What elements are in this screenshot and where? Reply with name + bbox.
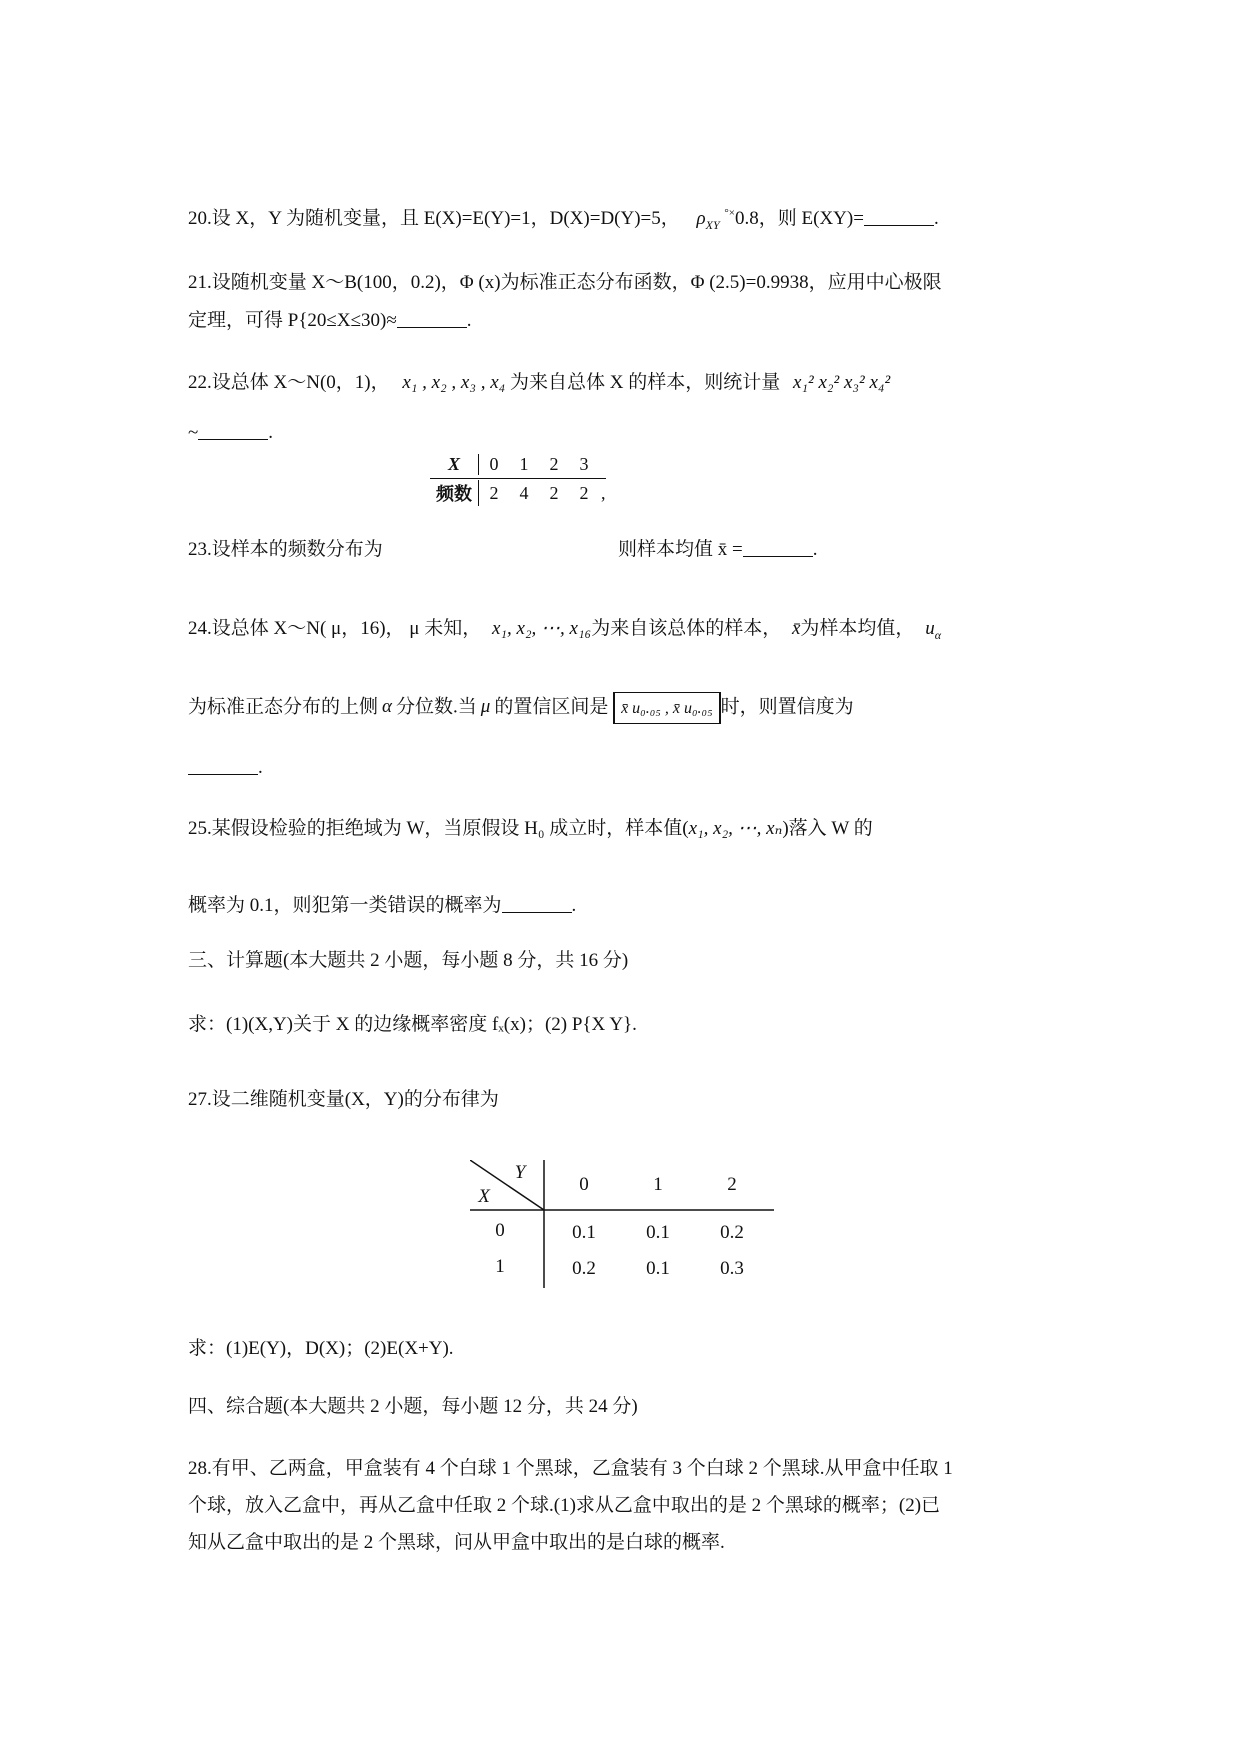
question-22-line2 xyxy=(188,420,273,446)
row-header-x: X xyxy=(478,1186,490,1207)
prob-cell: 0.2 xyxy=(572,1258,596,1279)
q25-samples: x₁, x₂, ⋯, xₙ xyxy=(688,818,783,839)
q24-tail: 为样本均值， xyxy=(800,618,915,639)
freq-header-x: X xyxy=(430,454,479,475)
q24-line2b: 分位数.当 xyxy=(396,696,477,718)
q25-text: 25.某假设检验的拒绝域为 W，当原假设 H₀ 成立时，样本值( xyxy=(188,818,689,839)
freq-value-row xyxy=(430,479,606,507)
prob-cell: 0.3 xyxy=(720,1258,744,1279)
freq-tail: , xyxy=(601,482,606,503)
question-28-line3: 知从乙盒中取出的是 2 个黑球，问从甲盒中取出的是白球的概率. xyxy=(188,1532,725,1553)
question-21-line2 xyxy=(188,308,472,334)
question-20 xyxy=(188,200,939,238)
q21-end: . xyxy=(466,310,472,331)
q24-line2a: 为标准正态分布的上侧 xyxy=(188,696,379,718)
answer-blank xyxy=(198,421,268,440)
q25-tail: )落入 W 的 xyxy=(782,818,873,839)
q24-end: . xyxy=(258,757,263,778)
q22-samples: x₁ , x₂ , x₃ , x₄ xyxy=(402,372,506,393)
question-25-line2 xyxy=(188,893,576,919)
prob-cell: 0.1 xyxy=(646,1222,670,1243)
q23-text: 23.设样本的频数分布为 xyxy=(188,539,383,560)
freq-header-cell: 1 xyxy=(519,453,529,474)
q22-end: . xyxy=(268,422,274,443)
freq-header-cell: 3 xyxy=(579,453,589,474)
q24-samples: x₁, x₂, ⋯, x₁₆ xyxy=(491,618,592,639)
answer-blank xyxy=(397,309,467,328)
freq-header-cell: 2 xyxy=(549,453,559,474)
q24-xbar: x̄ xyxy=(791,618,801,639)
frequency-table xyxy=(430,450,606,507)
q23-end: . xyxy=(812,539,818,560)
freq-row-label: 频数 xyxy=(430,480,479,506)
question-26: 求：(1)(X,Y)关于 X 的边缘概率密度 fₓ(x)；(2) P{X Y}. xyxy=(188,1014,637,1035)
q24-mid: 为来自该总体的样本， xyxy=(591,618,782,639)
q23-right-text: 则样本均值 x̄ = xyxy=(618,539,743,560)
q24-line2c: 的置信区间是 xyxy=(494,696,609,718)
question-22-line1 xyxy=(188,370,890,396)
col-label: 1 xyxy=(653,1174,663,1195)
q24-u-sub: α xyxy=(934,628,941,642)
distribution-table xyxy=(470,1160,780,1320)
question-24-line1 xyxy=(188,616,941,648)
question-28-line2: 个球，放入乙盒中，再从乙盒中任取 2 个球.(1)求从乙盒中取出的是 2 个黑球的概率；(2)已 xyxy=(188,1495,941,1516)
answer-blank xyxy=(743,538,813,557)
prob-cell: 0.1 xyxy=(572,1222,596,1243)
col-label: 0 xyxy=(579,1174,589,1195)
answer-blank xyxy=(864,207,934,226)
freq-header-cell: 0 xyxy=(489,453,499,474)
q21-line2-text: 定理，可得 P{20≤X≤30)≈ xyxy=(188,310,397,331)
q22-mid: 为来自总体 X 的样本，则统计量 xyxy=(510,372,781,393)
row-label: 1 xyxy=(495,1256,505,1277)
rho-symbol: ρ xyxy=(696,208,706,229)
q24-line2d: 时，则置信度为 xyxy=(720,696,854,718)
question-23-right xyxy=(618,537,817,563)
mu-symbol: μ xyxy=(480,696,491,718)
confidence-interval xyxy=(613,692,721,724)
col-label: 2 xyxy=(727,1174,737,1195)
q20-text: 20.设 X，Y 为随机变量，且 E(X)=E(Y)=1，D(X)=D(Y)=5， xyxy=(188,208,680,229)
freq-cell: 2 xyxy=(549,482,559,503)
section-3-title: 三、计算题(本大题共 2 小题，每小题 8 分，共 16 分) xyxy=(188,950,629,971)
equals-glyph: °× xyxy=(724,207,736,219)
prob-cell: 0.2 xyxy=(720,1222,744,1243)
q25-line2: 概率为 0.1，则犯第一类错误的概率为 xyxy=(188,895,502,916)
answer-blank xyxy=(502,894,572,913)
question-21-line1: 21.设随机变量 X～B(100，0.2)，Φ (x)为标准正态分布函数，Φ (2.5)=0.9938，应用中心极限 xyxy=(188,272,942,293)
tilde: ~ xyxy=(188,422,199,443)
col-header-y: Y xyxy=(514,1162,526,1183)
interval-expression: x̄ u₀.₀₅ , x̄ u₀.₀₅ xyxy=(621,700,713,717)
freq-cell: 2 xyxy=(579,482,589,503)
q24-text: 24.设总体 X～N( μ，16)， μ 未知， xyxy=(188,618,482,639)
q22-stat: x₁² x₂² x₃² x₄² xyxy=(793,372,891,393)
q22-text: 22.设总体 X～N(0，1)， xyxy=(188,372,390,393)
q20-end: . xyxy=(933,208,939,229)
section-4-title: 四、综合题(本大题共 2 小题，每小题 12 分，共 24 分) xyxy=(188,1396,638,1417)
q25-end: . xyxy=(571,895,577,916)
question-23 xyxy=(188,537,383,563)
question-27: 27.设二维随机变量(X，Y)的分布律为 xyxy=(188,1089,499,1110)
freq-cell: 2 xyxy=(489,482,499,503)
q24-u: u xyxy=(925,618,935,639)
row-label: 0 xyxy=(495,1220,505,1241)
freq-cell: 4 xyxy=(519,482,529,503)
question-28-line1: 28.有甲、乙两盒，甲盒装有 4 个白球 1 个黑球，乙盒装有 3 个白球 2 个黑球.从甲盒中任取 1 xyxy=(188,1458,953,1479)
q20-rel: 0.8，则 E(XY)= xyxy=(735,208,864,229)
alpha-symbol: α xyxy=(382,696,392,718)
question-25-line1 xyxy=(188,816,873,842)
answer-blank xyxy=(188,756,258,775)
freq-header-row xyxy=(430,450,606,479)
question-27-ask: 求：(1)E(Y)，D(X)；(2)E(X+Y). xyxy=(188,1338,454,1359)
question-24-line3 xyxy=(188,755,263,781)
rho-subscript: XY xyxy=(705,218,720,232)
prob-cell: 0.1 xyxy=(646,1258,670,1279)
question-24-line2 xyxy=(188,692,854,724)
